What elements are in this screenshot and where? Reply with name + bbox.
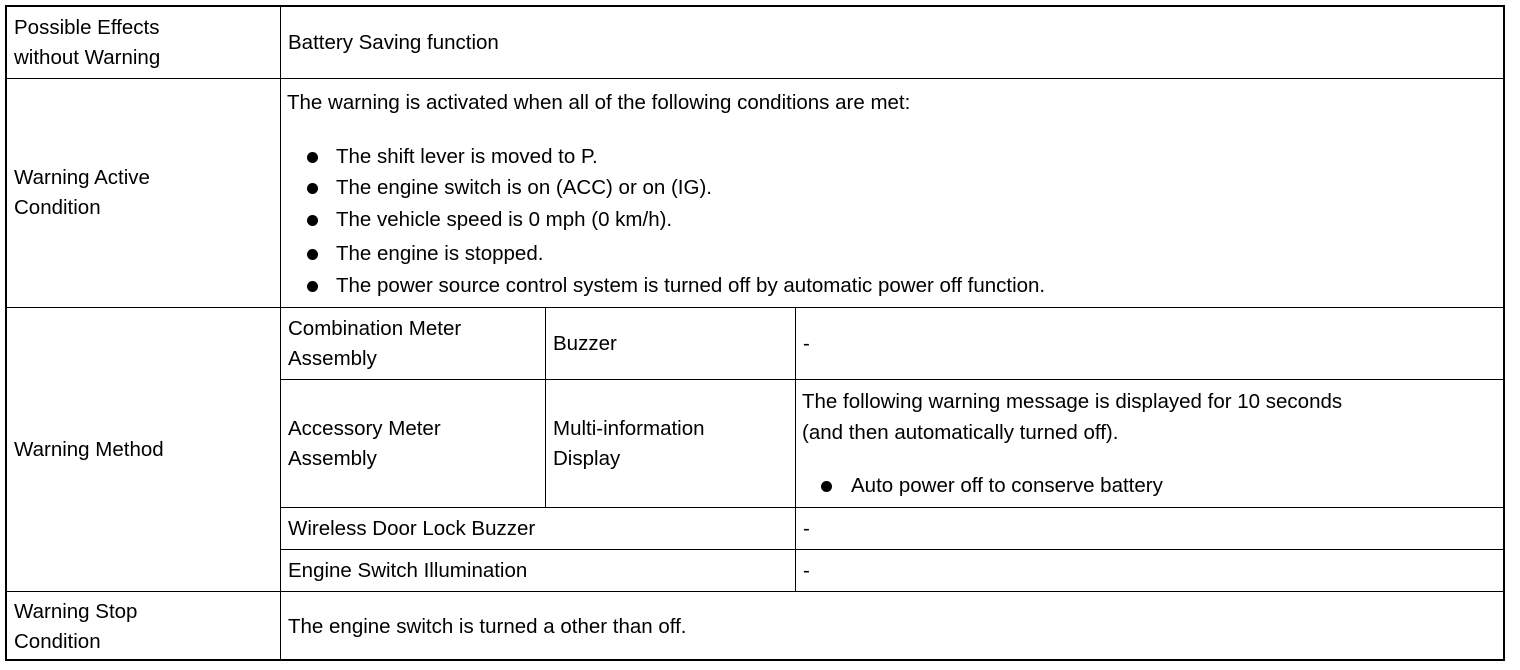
bullet-icon: [821, 481, 832, 492]
output-text: Buzzer: [553, 331, 617, 355]
label-line: without Warning: [14, 45, 161, 69]
device-line: Combination Meter: [288, 316, 462, 340]
bullet-icon: [307, 152, 318, 163]
device-text: Wireless Door Lock Buzzer: [288, 516, 536, 540]
effects-value: [281, 7, 1503, 79]
illumination-device: [281, 550, 796, 592]
stop-text: The engine switch is turned a other than off.: [288, 614, 687, 638]
wireless-device: [281, 508, 796, 550]
label-line: Warning Active: [14, 166, 150, 189]
illumination-detail: [796, 550, 1503, 592]
detail-line: (and then automatically turned off).: [802, 421, 1119, 444]
device-text: Engine Switch Illumination: [288, 558, 528, 582]
detail-line: The following warning message is displayed for 10 seconds: [802, 390, 1343, 413]
output-line: Multi-information: [553, 416, 705, 440]
label-line: Warning Stop: [14, 599, 138, 623]
accessory-device: [281, 380, 546, 508]
combination-output: [546, 308, 796, 380]
bullet-icon: [307, 215, 318, 226]
bullet-icon: [307, 281, 318, 292]
condition-item: The power source control system is turned off by automatic power off function.: [336, 274, 1046, 297]
method-label: [7, 308, 281, 592]
active-conditions: [281, 79, 1503, 308]
detail-text: -: [803, 516, 810, 540]
label-line: Condition: [14, 629, 101, 653]
accessory-detail: [796, 380, 1503, 508]
condition-item: The shift lever is moved to P.: [336, 145, 598, 168]
combination-detail: [796, 308, 1503, 380]
method-label-text: Warning Method: [14, 437, 164, 461]
condition-item: The vehicle speed is 0 mph (0 km/h).: [336, 208, 673, 231]
stop-value: [281, 592, 1503, 661]
condition-item: The engine switch is on (ACC) or on (IG).: [336, 176, 712, 199]
effects-label: [7, 7, 281, 79]
detail-text: -: [803, 331, 810, 355]
bullet-icon: [307, 249, 318, 260]
device-line: Accessory Meter: [288, 416, 441, 440]
active-intro: The warning is activated when all of the following conditions are met:: [287, 91, 911, 114]
warning-message: Auto power off to conserve battery: [851, 474, 1163, 497]
label-line: Condition: [14, 196, 101, 219]
stop-label: [7, 592, 281, 661]
accessory-output: [546, 380, 796, 508]
device-line: Assembly: [288, 346, 377, 370]
combination-device: [281, 308, 546, 380]
output-line: Display: [553, 446, 621, 470]
effects-text: Battery Saving function: [288, 30, 499, 54]
detail-text: -: [803, 558, 810, 582]
wireless-detail: [796, 508, 1503, 550]
label-line: Possible Effects: [14, 15, 160, 39]
active-label: [7, 79, 281, 308]
device-line: Assembly: [288, 446, 377, 470]
bullet-icon: [307, 183, 318, 194]
condition-item: The engine is stopped.: [336, 242, 544, 265]
